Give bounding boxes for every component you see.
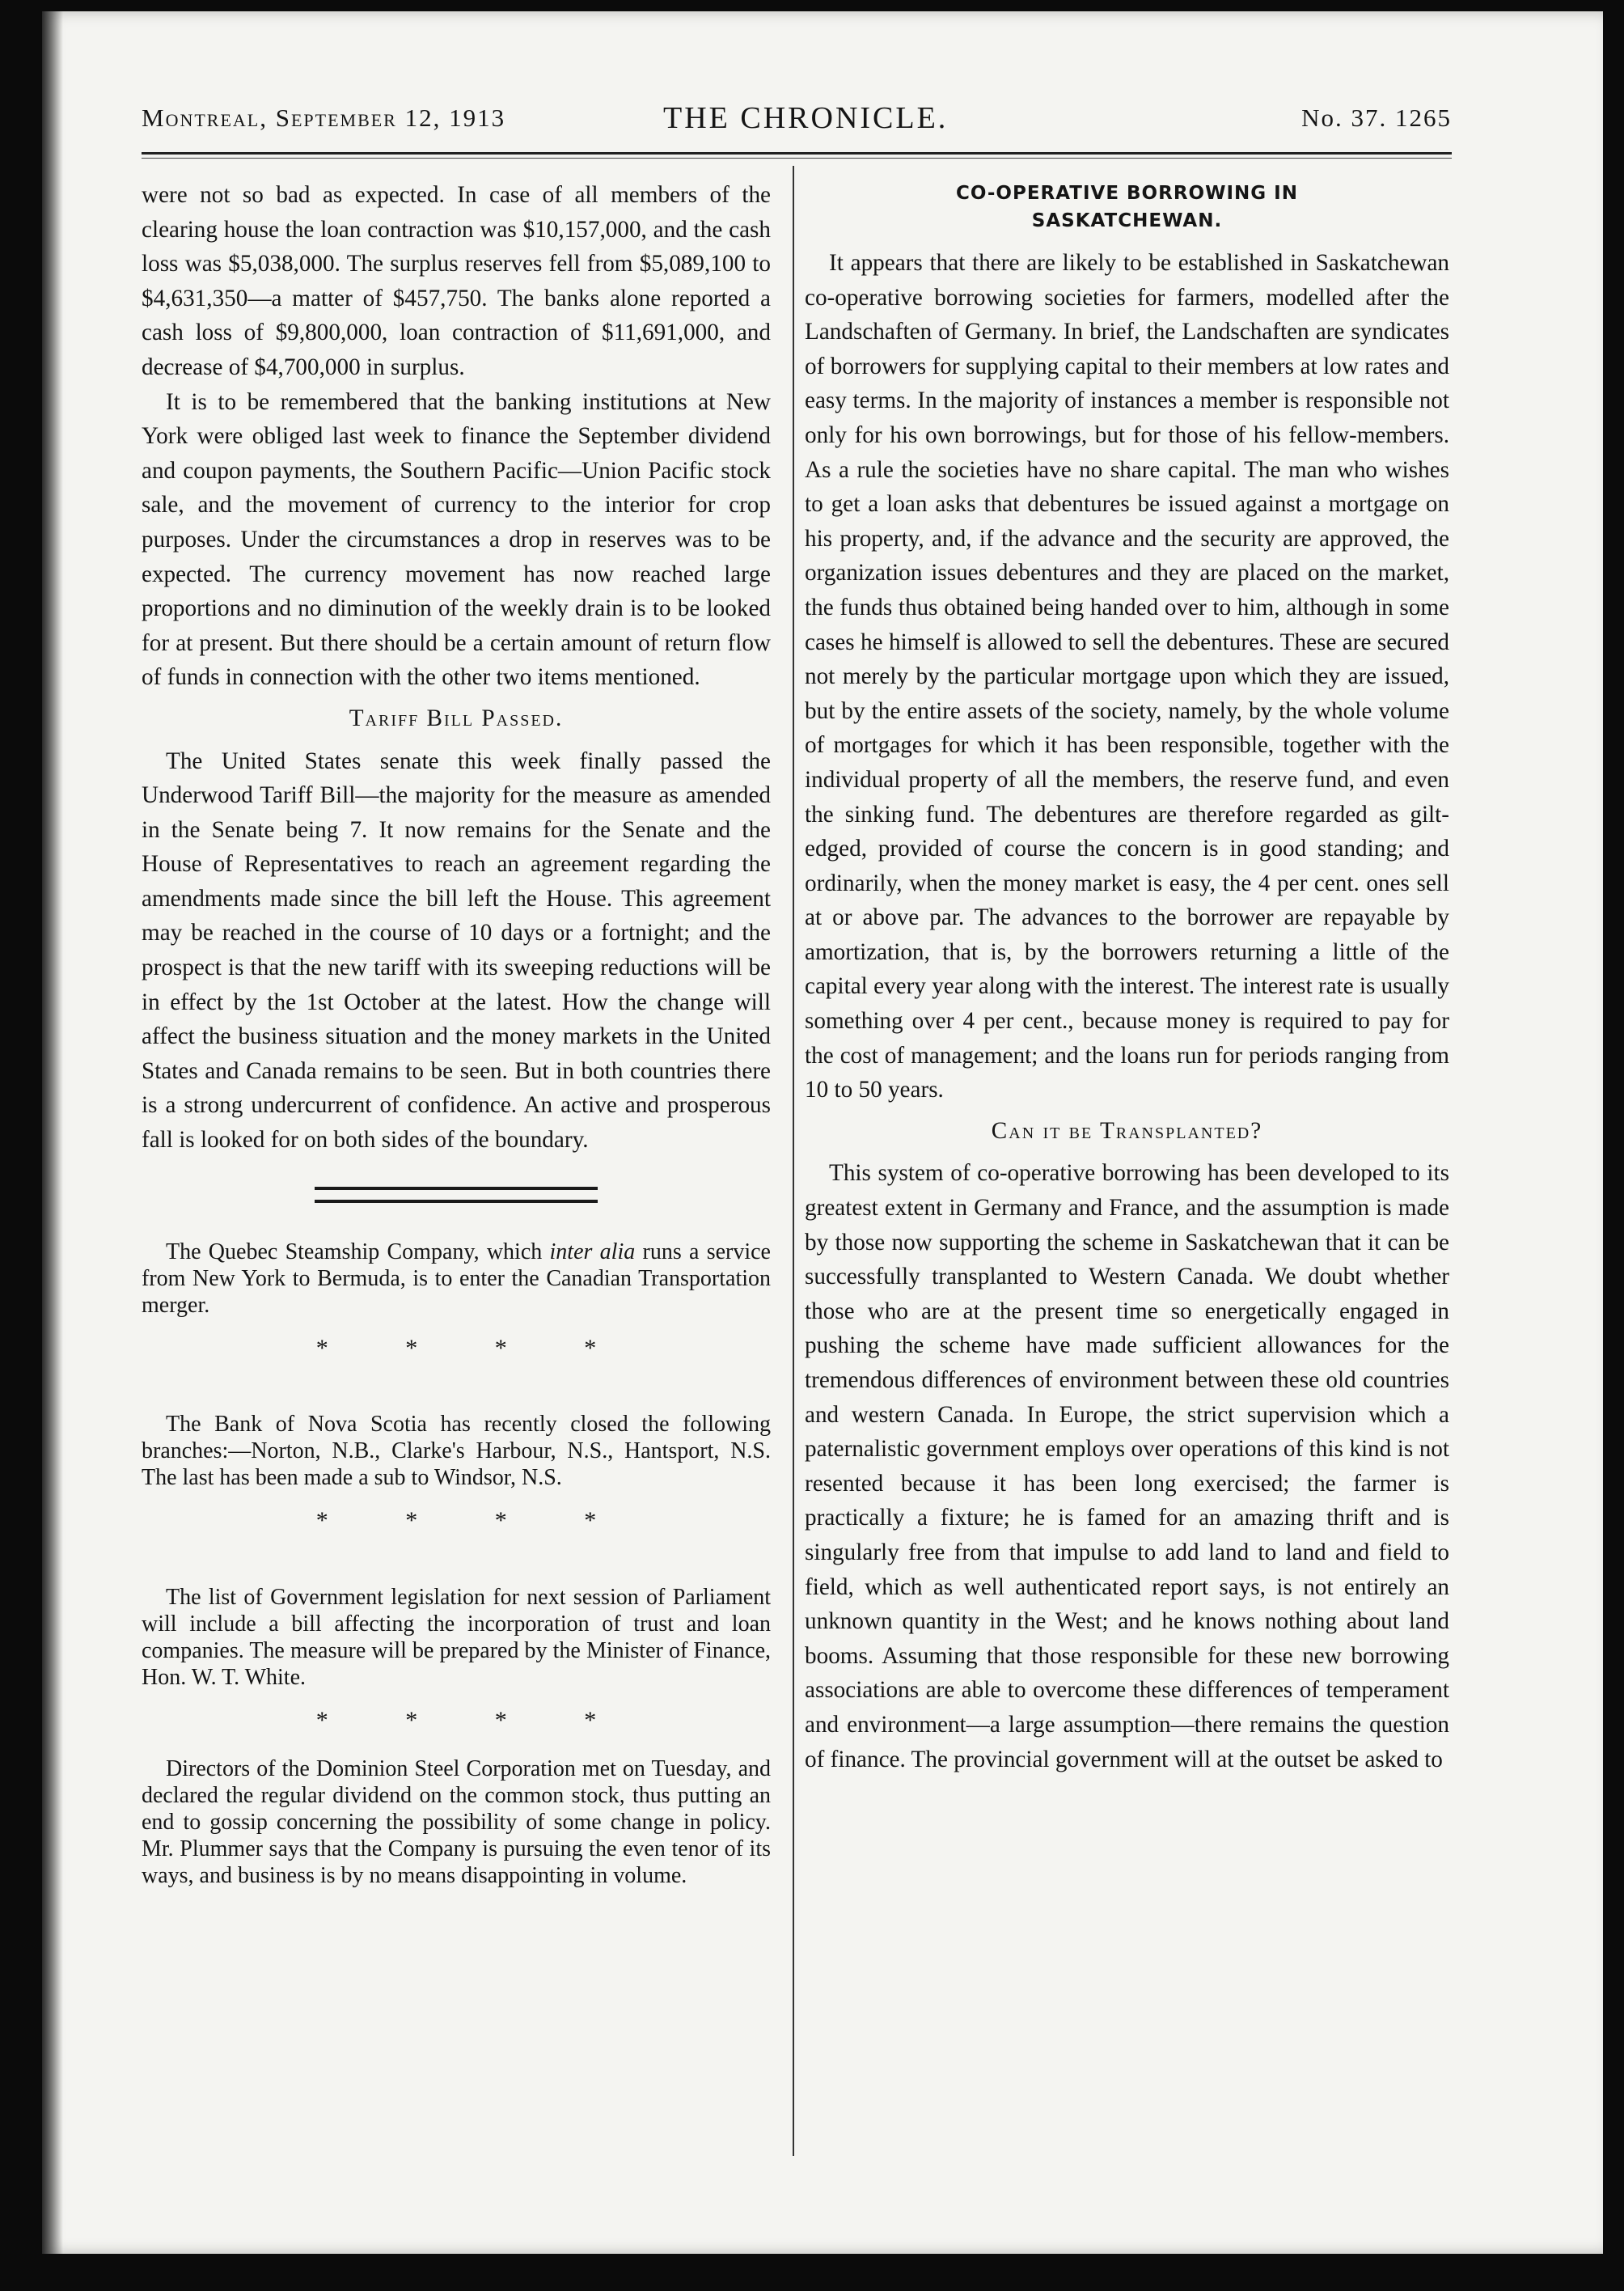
running-head [142, 101, 1452, 144]
article-title [805, 180, 1449, 235]
paragraph-banking-institutions: It is to be remembered that the banking institutions at New York were obliged last week to finance the September dividend and coupon payments, the Southern Pacific—Union Pacific stock sale, and the movement of currency to the interior for crop purposes. Under the circumstances a drop in reserves was to be expected. The currency movement has now reached large proportions and no diminution of the weekly drain is to be looked for at present. But there should be a certain amount of return flow of funds in connection with the other two items mentioned. [142, 388, 771, 691]
left-column [142, 178, 771, 1889]
section-heading-tariff: Tariff Bill Passed. [349, 705, 564, 731]
note-bank-nova-scotia: The Bank of Nova Scotia has recently closed the following branches:—Norton, N.B., Clarke's Harbour, N.S., Hantsport, N.S. The last has been made a sub to Windsor, N.S. [142, 1412, 771, 1491]
dateline: Montreal, September 12, 1913 [142, 104, 506, 132]
page-edge-shadow [42, 11, 63, 2254]
note-quebec-steamship [142, 1239, 771, 1319]
asterisk-separator: * * * * [315, 1507, 632, 1535]
article-title-line-1: CO-OPERATIVE BORROWING IN [956, 183, 1298, 204]
paragraph-tariff-bill: The United States senate this week finally passed the Underwood Tariff Bill—the majority for the measure as amended in the Senate being 7. It now remains for the Senate and the House of Representatives to reach an agreement regarding the amendments made since the bill left the House. This agreement may be reached in the course of 10 days or a fortnight; and the prospect is that the new tariff with its sweeping reductions will be in effect by the 1st October at the latest. How the change will affect the business situation and the money markets in the United States and Canada remains to be seen. But in both countries there is a strong undercurrent of confidence. An active and prosperous fall is looked for on both sides of the boundary. [142, 747, 771, 1154]
note-quebec-text-b: runs a service from New York to Bermuda, is to enter the Canadian Transportation merger. [142, 1239, 771, 1318]
article-title-line-2: SASKATCHEWAN. [1031, 210, 1223, 231]
header-rule [142, 152, 1452, 159]
spacer [142, 1383, 771, 1411]
issue-page-number: No. 37. 1265 [1301, 104, 1452, 132]
asterisk-separator: * * * * [315, 1334, 632, 1361]
paragraph-transplant: This system of co-operative borrowing has been developed to its greatest extent in Germany and France, and the assumption is made by those now supporting the scheme in Saskatchewan that it can be successfully transplanted to Western Canada. We doubt whether those who are at the present time so energetically engaged in pushing the scheme have made sufficient allowances for the tremendous differences of environment between these old countries and western Canada. In Europe, the strict supervision which a paternalistic government employs over operations of this kind is not resented because it has been long exercised; the farmer is practically a fixture; he is famed for an amazing thrift and is singularly free from that impulse to add land to land and field to field, which as well authenticated report says, is not entirely an unknown quantity in the West; and he knows nothing about land booms. Assuming that those responsible for these new borrowing associations are able to overcome these differences of temperament and environment—a large assumption—there remains the question of finance. The provincial government will at the outset be asked to [805, 1160, 1449, 1772]
paragraph-clearing-house: were not so bad as expected. In case of all members of the clearing house the loan contraction was $10,157,000, and the cash loss was $5,038,000. The surplus reserves fell from $5,089,100 to $4,631,350—a matter of $457,750. The banks alone reported a cash loss of $9,800,000, loan contraction of $11,691,000, and decrease of $4,700,000 in surplus. [142, 182, 771, 380]
asterisk-separator: * * * * [315, 1706, 632, 1734]
spacer [142, 1556, 771, 1584]
right-column [805, 180, 1449, 1776]
publication-title: THE CHRONICLE. [663, 101, 949, 135]
section-heading-transplanted: Can it be Transplanted? [991, 1117, 1263, 1144]
note-dominion-steel: Directors of the Dominion Steel Corporation met on Tuesday, and declared the regular dividend on the common stock, thus putting an end to gossip concerning the possibility of some change in policy. Mr. Plummer says that the Company is pursuing the even tenor of its ways, and business is by no means disappointing in volume. [142, 1756, 771, 1889]
note-quebec-italic: inter alia [549, 1239, 636, 1264]
paragraph-landschaften: It appears that there are likely to be established in Saskatchewan co-operative borrowing societies for farmers, modelled after the Landschaften of Germany. In brief, the Landschaften are syndicates of borrowers for supplying capital to their members at low rates and easy terms. In the majority of instances a member is responsible not only for his own borrowings, but for those of his fellow-members. As a rule the societies have no share capital. The man who wishes to get a loan asks that debentures be issued against a mortgage on his property, and, if the advance and the security are approved, the organization issues debentures and they are placed on the market, the funds thus obtained being handed over to him, although in some cases he himself is allowed to sell the debentures. These are secured not merely by the particular mortgage upon which they are issued, but by the entire assets of the society, namely, by the whole volume of mortgages for which it has been responsible, together with the individual property of all the members, the reserve fund, and even the sinking fund. The debentures are therefore regarded as gilt-edged, provided of course the concern is in good standing; and ordinarily, when the money market is easy, the 4 per cent. ones sell at or above par. The advances to the borrower are repayable by amortization, that is, by the borrowers returning a little of the capital every year along with the interest. The interest rate is usually something over 4 per cent., because money is required to pay for the cost of management; and the loans run for periods ranging from 10 to 50 years. [805, 250, 1449, 1103]
note-quebec-text-a: The Quebec Steamship Company, which [166, 1239, 550, 1264]
double-rule-divider [315, 1187, 598, 1203]
column-divider [793, 166, 794, 2156]
note-government-legislation: The list of Government legislation for next session of Parliament will include a bill affecting the incorporation of trust and loan companies. The measure will be prepared by the Minister of Finance, Hon. W. T. White. [142, 1584, 771, 1690]
